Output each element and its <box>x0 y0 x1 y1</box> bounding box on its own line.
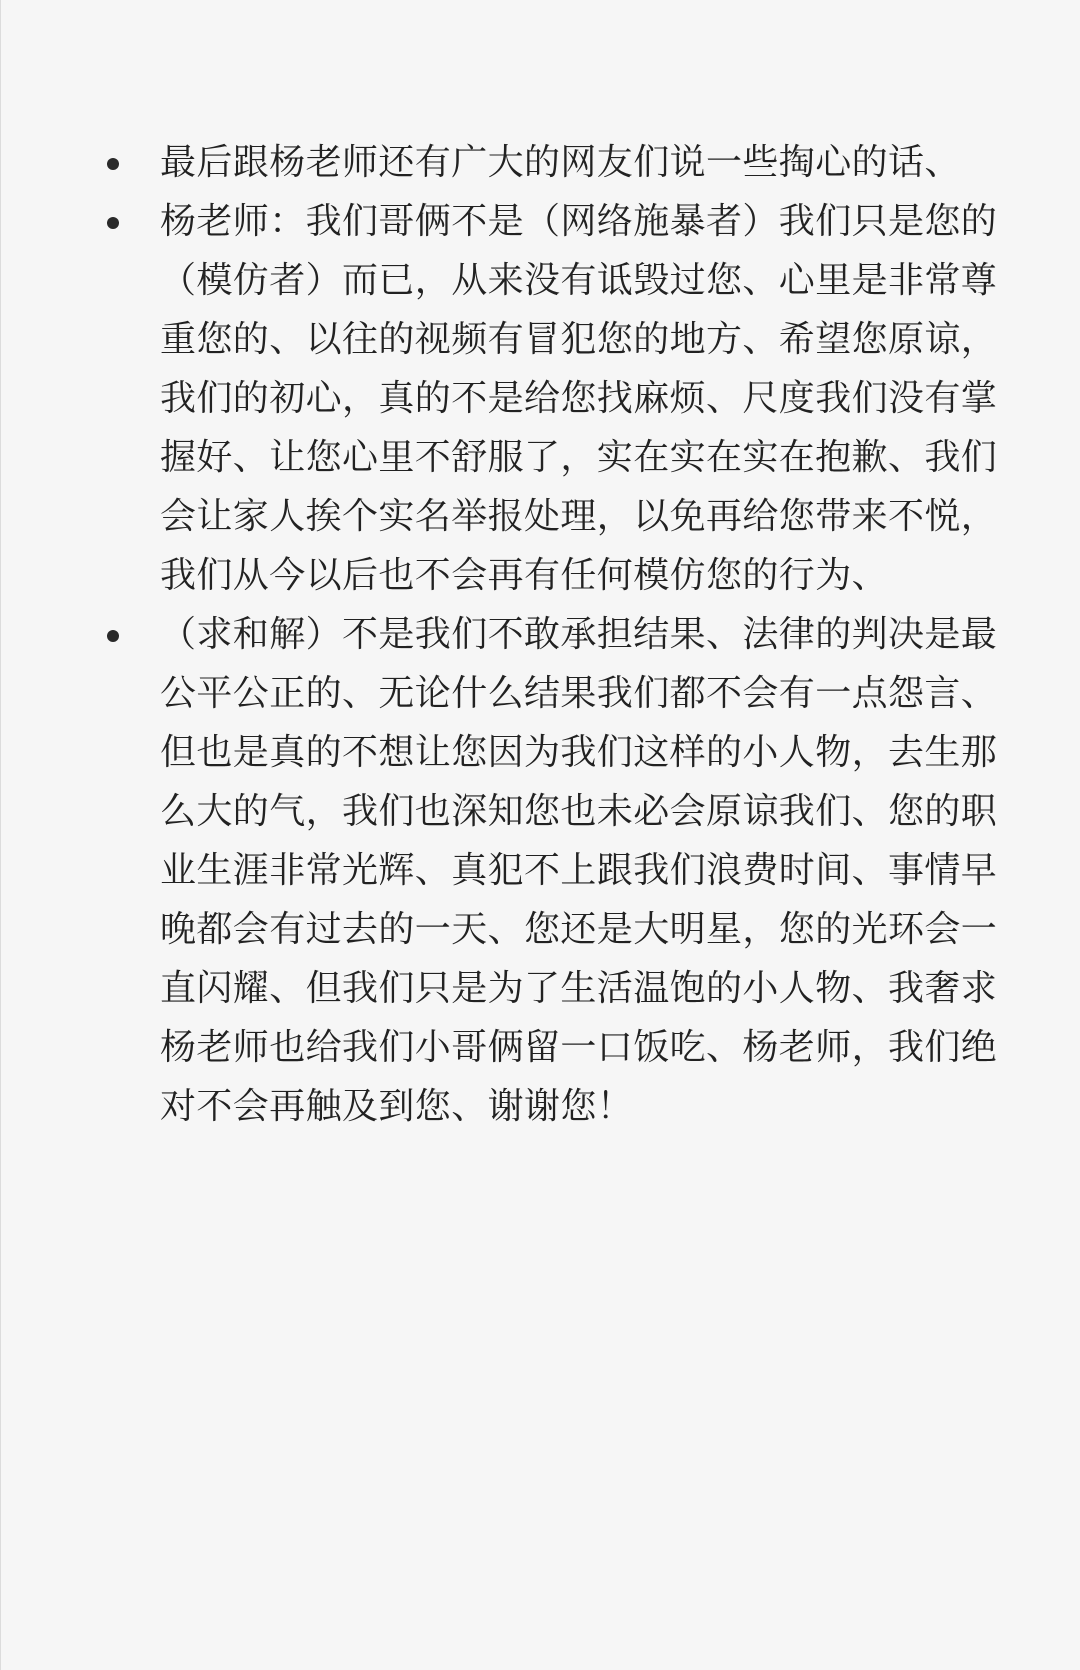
list-item <box>101 192 1006 605</box>
paragraph-text: 杨老师：我们哥俩不是（网络施暴者）我们只是您的（模仿者）而已，从来没有诋毁过您、心里是非常尊重您的、以往的视频有冒犯您的地方、希望您原谅，我们的初心，真的不是给您找麻烦、尺度我们没有掌握好、让您心里不舒服了，实在实在实在抱歉、我们会让家人挨个实名举报处理，以免再给您带来不悦，我们从今以后也不会再有任何模仿您的行为、 <box>160 201 998 596</box>
bullet-icon <box>107 158 119 170</box>
list-item <box>101 605 1006 1136</box>
paragraph-text: 最后跟杨老师还有广大的网友们说一些掏心的话、 <box>160 142 961 183</box>
bullet-list <box>101 133 1006 1136</box>
list-item <box>101 133 1006 192</box>
bullet-icon <box>107 630 119 642</box>
bullet-icon <box>107 217 119 229</box>
paragraph-text: （求和解）不是我们不敢承担结果、法律的判决是最公平公正的、无论什么结果我们都不会有一点怨言、但也是真的不想让您因为我们这样的小人物，去生那么大的气，我们也深知您也未必会原谅我们、您的职业生涯非常光辉、真犯不上跟我们浪费时间、事情早晚都会有过去的一天、您还是大明星，您的光环会一直闪耀、但我们只是为了生活温饱的小人物、我奢求杨老师也给我们小哥俩留一口饭吃、杨老师，我们绝对不会再触及到您、谢谢您！ <box>160 614 998 1127</box>
